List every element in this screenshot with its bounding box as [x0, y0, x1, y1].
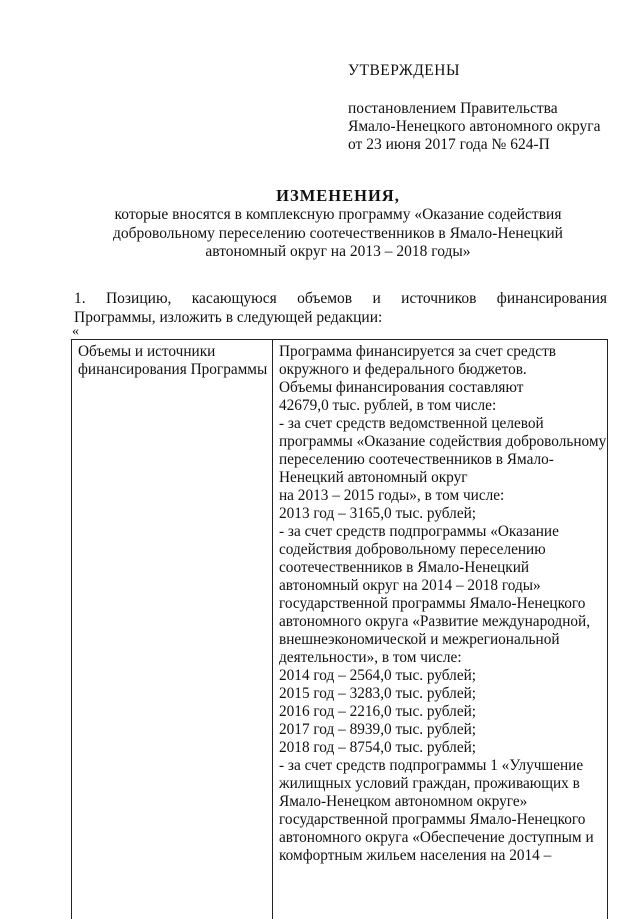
document-title: ИЗМЕНЕНИЯ,	[276, 186, 400, 205]
right-cell-line: соотечественников в Ямало-Ненецкий	[279, 559, 530, 576]
right-cell-line: автономного округа «Развитие международной,	[279, 613, 591, 630]
document-subtitle-line: которые вносятся в комплексную программу «Оказание содействия	[114, 206, 562, 223]
right-cell-line: содействия добровольному переселению	[279, 541, 546, 558]
right-cell-line: - за счет средств подпрограммы «Оказание	[279, 523, 559, 540]
funding-table	[71, 339, 608, 919]
right-cell-line: Объемы финансирования составляют	[279, 379, 524, 396]
right-cell-line: Программа финансируется за счет средств	[279, 343, 557, 360]
table-column-divider	[272, 340, 273, 919]
right-cell-line: государственной программы Ямало-Ненецкого	[279, 811, 586, 828]
right-cell-line: программы «Оказание содействия добровольному	[279, 433, 607, 450]
paragraph-line-1: 1. Позицию, касающуюся объемов и источников финансирования	[74, 290, 607, 307]
right-cell-line: 42679,0 тыс. рублей, в том числе:	[279, 397, 497, 414]
document-title-block	[60, 186, 616, 262]
left-cell-line: Объемы и источники	[78, 343, 216, 360]
approval-block	[348, 62, 600, 154]
approval-line: постановлением Правительства	[348, 100, 558, 117]
right-cell-line: - за счет средств подпрограммы 1 «Улучшение	[279, 757, 584, 774]
right-cell-line: переселению соотечественников в Ямало-	[279, 451, 554, 468]
approval-line: от 23 июня 2017 года № 624-П	[348, 136, 550, 153]
right-cell-line: государственной программы Ямало-Ненецкого	[279, 595, 586, 612]
left-cell-line: финансирования Программы	[78, 361, 268, 378]
right-cell-line: автономного округа «Обеспечение доступным и	[279, 829, 594, 846]
right-cell-line: деятельности», в том числе:	[279, 649, 462, 666]
approval-heading: УТВЕРЖДЕНЫ	[348, 62, 460, 79]
table-right-cell	[279, 343, 605, 865]
table-left-cell	[78, 343, 268, 379]
paragraph-line-2: Программы, изложить в следующей редакции:	[74, 308, 383, 326]
right-cell-line: 2014 год – 2564,0 тыс. рублей;	[279, 667, 477, 684]
right-cell-line: 2013 год – 3165,0 тыс. рублей;	[279, 505, 477, 522]
right-cell-line: комфортным жильем населения на 2014 –	[279, 847, 552, 864]
right-cell-line: 2017 год – 8939,0 тыс. рублей;	[279, 721, 477, 738]
right-cell-line: жилищных условий граждан, проживающих в	[279, 775, 580, 792]
document-subtitle-line: автономный округ на 2013 – 2018 годы»	[205, 243, 471, 260]
right-cell-line: - за счет средств ведомственной целевой	[279, 415, 544, 432]
right-cell-line: Ямало-Ненецком автономном округе»	[279, 793, 528, 810]
right-cell-line: 2016 год – 2216,0 тыс. рублей;	[279, 703, 477, 720]
right-cell-line: внешнеэкономической и межрегиональной	[279, 631, 560, 648]
right-cell-line: окружного и федерального бюджетов.	[279, 361, 527, 378]
right-cell-line: 2015 год – 3283,0 тыс. рублей;	[279, 685, 477, 702]
right-cell-line: автономный округ на 2014 – 2018 годы»	[279, 577, 541, 594]
document-subtitle-line: добровольному переселению соотечественников в Ямало-Ненецкий	[113, 224, 563, 242]
opening-quote-mark: «	[72, 324, 79, 339]
right-cell-line: Ненецкий автономный округ	[279, 469, 468, 486]
right-cell-line: на 2013 – 2015 годы», в том числе:	[279, 487, 505, 504]
right-cell-line: 2018 год – 8754,0 тыс. рублей;	[279, 739, 477, 756]
approval-line: Ямало-Ненецкого автономного округа	[348, 118, 601, 135]
